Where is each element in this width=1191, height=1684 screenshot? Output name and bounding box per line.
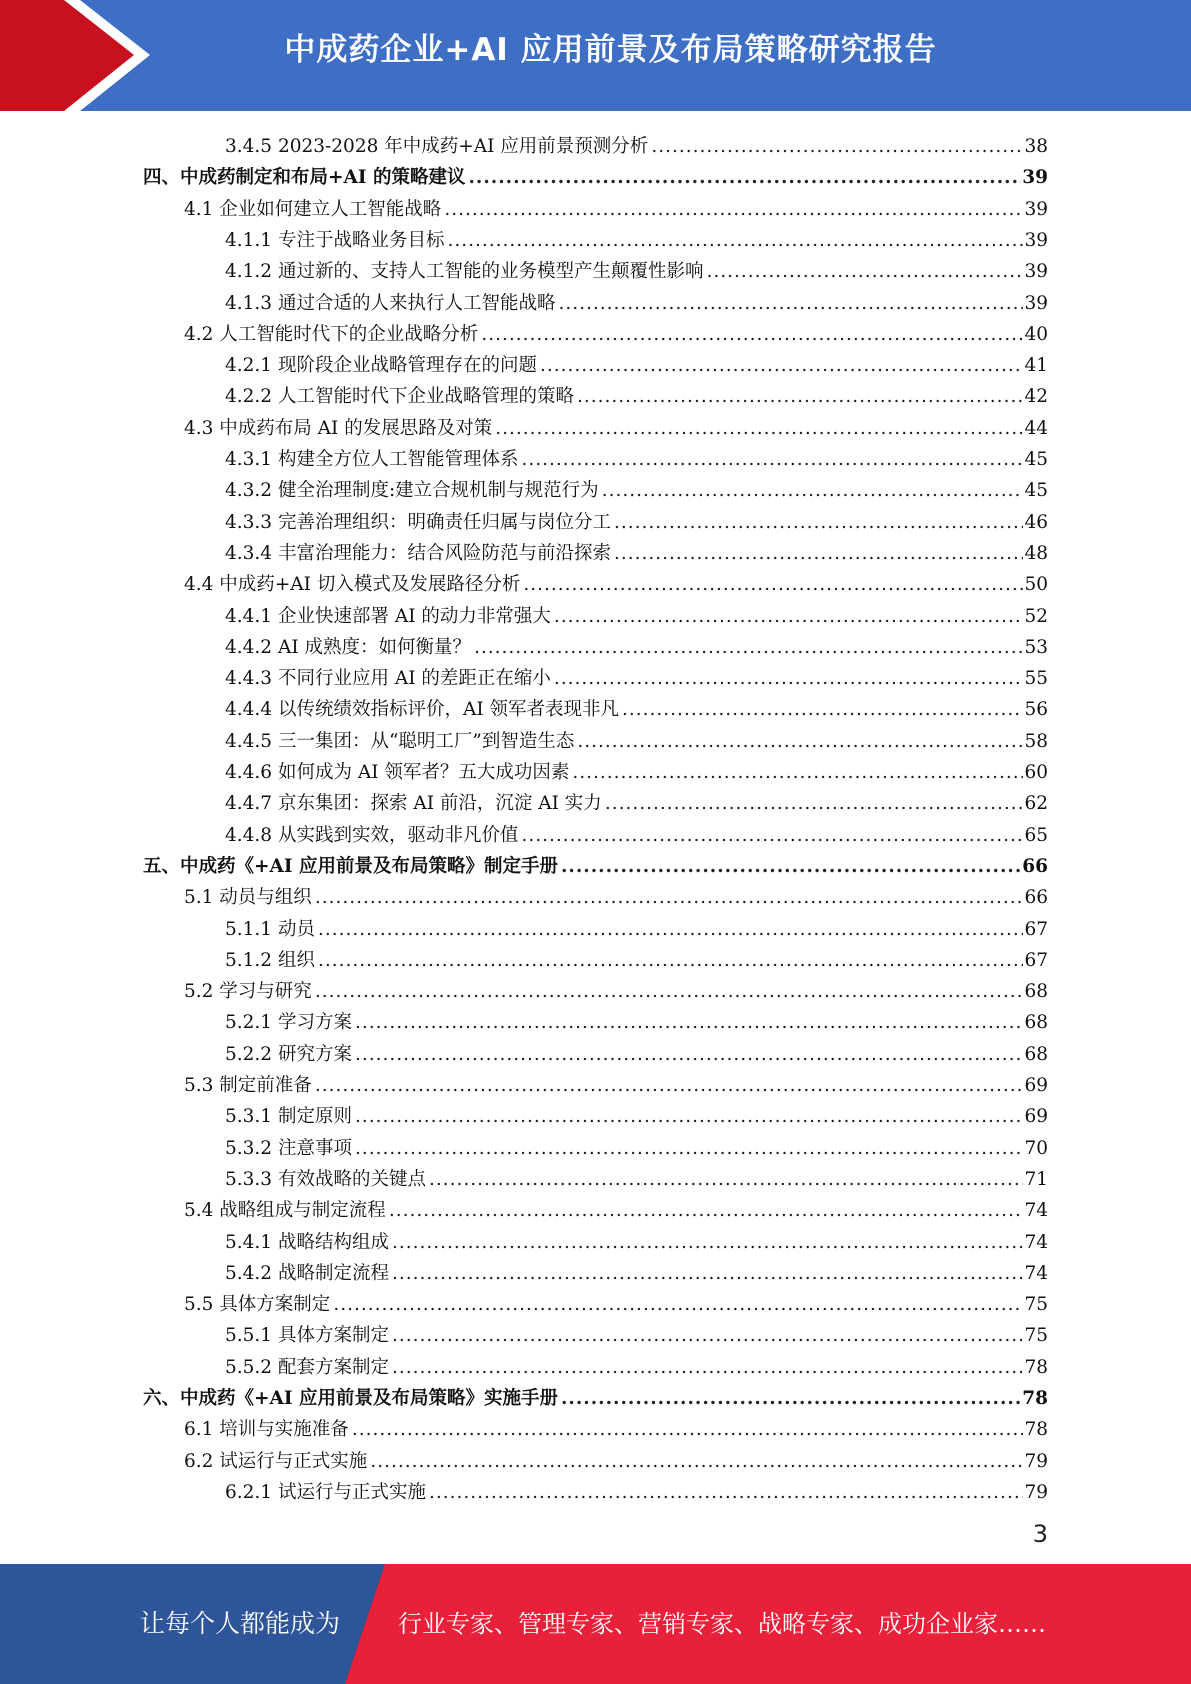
toc-entry-title: 6.1 培训与实施准备 (184, 1419, 349, 1441)
toc-entry-page: 38 (1024, 136, 1048, 157)
toc-entry[interactable] (225, 1223, 1048, 1254)
toc-entry-title: 4.3.1 构建全方位人工智能管理体系 (225, 449, 519, 470)
toc-entry-title: 5.3.2 注意事项 (225, 1137, 352, 1159)
toc-entry[interactable] (184, 190, 1048, 221)
toc-entry-title: 5.2.1 学习方案 (225, 1012, 352, 1034)
toc-dot-leader (315, 887, 1024, 909)
toc-dot-leader (355, 1044, 1024, 1066)
toc-entry-title: 4.4.6 如何成为 AI 领军者？五大成功因素 (225, 762, 570, 783)
toc-entry-page: 39 (1024, 261, 1048, 283)
toc-entry-title: 4.4.4 以传统绩效指标评价，AI 领军者表现非凡 (225, 699, 620, 721)
toc-dot-leader (355, 1138, 1024, 1160)
toc-entry-title: 4.3.2 健全治理制度:建立合规机制与规范行为 (225, 480, 599, 502)
toc-dot-leader (474, 637, 1023, 659)
toc-entry-page: 74 (1024, 1262, 1048, 1284)
toc-entry-page: 78 (1024, 1419, 1048, 1441)
toc-entry-page: 67 (1024, 918, 1048, 940)
toc-dot-leader (352, 1419, 1024, 1441)
toc-dot-leader (622, 699, 1023, 721)
toc-entry-title: 4.4.2 AI 成熟度：如何衡量？ (225, 636, 472, 658)
toc-entry[interactable] (225, 1473, 1048, 1504)
toc-entry[interactable] (184, 972, 1048, 1003)
toc-entry-title: 五、中成药《+AI 应用前景及布局策略》制定手册 (143, 855, 558, 877)
toc-entry-title: 5.5.1 具体方案制定 (225, 1325, 389, 1347)
toc-dot-leader (392, 1232, 1023, 1254)
page-footer (0, 1564, 1191, 1684)
toc-entry[interactable] (225, 628, 1048, 659)
toc-dot-leader (468, 167, 1021, 189)
toc-dot-leader (521, 449, 1023, 471)
toc-entry[interactable] (225, 659, 1048, 690)
toc-entry-page: 62 (1024, 793, 1048, 815)
toc-entry-title: 5.5.2 配套方案制定 (225, 1356, 389, 1378)
page-header (0, 0, 1191, 111)
toc-entry[interactable] (225, 252, 1048, 283)
toc-dot-leader (605, 793, 1024, 815)
toc-entry-title: 4.3.4 丰富治理能力：结合风险防范与前沿探索 (225, 542, 611, 564)
toc-dot-leader (614, 543, 1023, 565)
toc-dot-leader (392, 1357, 1023, 1379)
toc-entry[interactable] (143, 158, 1048, 189)
toc-dot-leader (318, 950, 1024, 972)
toc-entry-page: 66 (1022, 855, 1048, 877)
toc-entry-page: 78 (1024, 1356, 1048, 1378)
toc-entry-page: 69 (1024, 1106, 1048, 1128)
toc-entry[interactable] (225, 1316, 1048, 1347)
toc-entry-page: 46 (1024, 511, 1048, 533)
toc-entry[interactable] (184, 1410, 1048, 1441)
toc-entry-page: 39 (1022, 167, 1048, 189)
toc-dot-leader (444, 199, 1023, 221)
toc-entry-page: 70 (1024, 1137, 1048, 1159)
toc-dot-leader (577, 386, 1023, 408)
toc-dot-leader (558, 293, 1023, 315)
toc-dot-leader (521, 825, 1023, 847)
toc-entry[interactable] (225, 1254, 1048, 1285)
toc-entry-title: 5.4.2 战略制定流程 (225, 1262, 389, 1284)
toc-entry-title: 4.4.3 不同行业应用 AI 的差距正在缩小 (225, 668, 551, 690)
toc-entry[interactable] (225, 1348, 1048, 1379)
toc-entry-page: 56 (1024, 699, 1048, 721)
toc-entry-page: 79 (1024, 1450, 1048, 1472)
toc-entry-page: 45 (1024, 449, 1048, 470)
toc-entry-page: 40 (1024, 323, 1048, 345)
toc-entry-page: 45 (1024, 480, 1048, 502)
toc-entry-page: 66 (1024, 887, 1048, 909)
toc-dot-leader (481, 324, 1023, 346)
toc-entry-title: 6.2 试运行与正式实施 (184, 1450, 368, 1472)
toc-entry[interactable] (225, 221, 1048, 252)
toc-dot-leader (614, 512, 1023, 534)
toc-entry-page: 67 (1024, 949, 1048, 971)
toc-entry[interactable] (225, 1035, 1048, 1066)
toc-entry-title: 4.4.5 三一集团：从“聪明工厂”到智造生态 (225, 730, 575, 752)
toc-entry-title: 5.2.2 研究方案 (225, 1043, 352, 1065)
toc-entry[interactable] (225, 690, 1048, 721)
toc-entry-title: 4.4.8 从实践到实效，驱动非凡价值 (225, 824, 519, 846)
toc-entry-page: 58 (1024, 730, 1048, 752)
toc-dot-leader (561, 856, 1021, 878)
toc-entry-title: 4.4.7 京东集团：探索 AI 前沿，沉淀 AI 实力 (225, 793, 602, 815)
toc-dot-leader (651, 136, 1023, 158)
toc-entry-page: 75 (1024, 1294, 1048, 1316)
toc-entry-title: 4.4.1 企业快速部署 AI 的动力非常强大 (225, 605, 551, 627)
toc-entry-title: 3.4.5 2023-2028 年中成药+AI 应用前景预测分析 (225, 136, 649, 157)
toc-dot-leader (561, 1388, 1021, 1410)
toc-entry[interactable] (225, 816, 1048, 847)
toc-entry-title: 5.3.3 有效战略的关键点 (225, 1168, 426, 1190)
toc-entry[interactable] (143, 847, 1048, 878)
toc-entry-title: 5.2 学习与研究 (184, 981, 312, 1003)
toc-entry-title: 5.3 制定前准备 (184, 1075, 312, 1096)
toc-dot-leader (706, 261, 1023, 283)
toc-dot-leader (333, 1294, 1023, 1316)
toc-entry[interactable] (184, 409, 1048, 440)
toc-entry[interactable] (184, 1191, 1048, 1222)
toc-entry-page: 39 (1024, 198, 1048, 220)
toc-dot-leader (315, 981, 1024, 1003)
toc-entry-page: 60 (1024, 762, 1048, 783)
page-number: 3 (1032, 1520, 1048, 1548)
toc-entry-page: 55 (1024, 668, 1048, 690)
toc-entry-title: 四、中成药制定和布局+AI 的策略建议 (143, 167, 466, 189)
toc-entry-page: 50 (1024, 574, 1048, 596)
toc-entry-title: 5.1 动员与组织 (184, 887, 312, 909)
toc-entry-title: 4.4 中成药+AI 切入模式及发展路径分析 (184, 574, 521, 596)
toc-dot-leader (447, 230, 1023, 252)
toc-entry[interactable] (225, 346, 1048, 377)
toc-entry-title: 5.5 具体方案制定 (184, 1294, 331, 1316)
toc-dot-leader (554, 668, 1024, 690)
toc-entry[interactable] (225, 127, 1048, 158)
toc-dot-leader (389, 1200, 1024, 1222)
toc-dot-leader (355, 1012, 1024, 1034)
toc-entry[interactable] (225, 503, 1048, 534)
toc-entry[interactable] (184, 1285, 1048, 1316)
toc-dot-leader (370, 1451, 1023, 1473)
toc-entry-title: 5.3.1 制定原则 (225, 1106, 352, 1128)
toc-dot-leader (392, 1325, 1023, 1347)
toc-entry-page: 53 (1024, 636, 1048, 658)
toc-entry-page: 74 (1024, 1231, 1048, 1253)
toc-entry-page: 68 (1024, 981, 1048, 1003)
toc-entry-page: 44 (1024, 417, 1048, 439)
toc-entry[interactable] (225, 471, 1048, 502)
toc-entry[interactable] (225, 534, 1048, 565)
page-title: 中成药企业+AI 应用前景及布局策略研究报告 (284, 32, 937, 68)
toc-entry[interactable] (225, 1160, 1048, 1191)
toc-dot-leader (495, 418, 1023, 440)
toc-entry-title: 4.2 人工智能时代下的企业战略分析 (184, 323, 479, 345)
toc-entry[interactable] (184, 1066, 1048, 1097)
toc-entry[interactable] (225, 753, 1048, 784)
toc-entry-page: 75 (1024, 1325, 1048, 1347)
toc-entry[interactable] (225, 722, 1048, 753)
toc-entry-page: 68 (1024, 1043, 1048, 1065)
toc-dot-leader (602, 480, 1024, 502)
toc-dot-leader (540, 355, 1023, 377)
toc-entry-page: 39 (1024, 292, 1048, 314)
toc-entry-page: 78 (1022, 1388, 1048, 1409)
toc-entry-title: 4.1 企业如何建立人工智能战略 (184, 198, 442, 220)
toc-dot-leader (572, 762, 1023, 784)
toc-entry-page: 52 (1024, 605, 1048, 627)
toc-dot-leader (315, 1075, 1024, 1097)
toc-entry-page: 69 (1024, 1075, 1048, 1096)
toc-entry-title: 5.4 战略组成与制定流程 (184, 1200, 386, 1222)
toc-entry[interactable] (225, 597, 1048, 628)
toc-entry-title: 4.1.2 通过新的、支持人工智能的业务模型产生颠覆性影响 (225, 261, 704, 283)
toc-entry-title: 6.2.1 试运行与正式实施 (225, 1481, 426, 1503)
toc-entry-title: 4.2.1 现阶段企业战略管理存在的问题 (225, 355, 537, 377)
toc-entry-page: 48 (1024, 542, 1048, 564)
toc-entry[interactable] (143, 1379, 1048, 1410)
toc-dot-leader (355, 1106, 1024, 1128)
toc-entry-page: 42 (1024, 386, 1048, 408)
toc-entry[interactable] (225, 941, 1048, 972)
toc-entry-title: 4.2.2 人工智能时代下企业战略管理的策略 (225, 386, 574, 408)
toc-entry-page: 71 (1024, 1168, 1048, 1190)
toc-entry[interactable] (225, 440, 1048, 471)
toc-entry-title: 5.4.1 战略结构组成 (225, 1231, 389, 1253)
toc-entry-title: 六、中成药《+AI 应用前景及布局策略》实施手册 (143, 1388, 558, 1409)
footer-slogan-left: 让每个人都能成为 (140, 1609, 341, 1638)
toc-dot-leader (523, 574, 1023, 596)
toc-entry-title: 4.3.3 完善治理组织：明确责任归属与岗位分工 (225, 511, 611, 533)
toc-entry[interactable] (184, 315, 1048, 346)
toc-entry[interactable] (184, 565, 1048, 596)
toc-entry-page: 39 (1024, 229, 1048, 251)
toc-dot-leader (554, 606, 1024, 628)
toc-dot-leader (577, 731, 1023, 753)
toc-dot-leader (318, 919, 1024, 941)
toc-entry-title: 5.1.2 组织 (225, 949, 315, 971)
toc-entry-page: 41 (1024, 355, 1048, 377)
toc-entry[interactable] (225, 1129, 1048, 1160)
toc-entry[interactable] (184, 878, 1048, 909)
toc-entry[interactable] (225, 284, 1048, 315)
toc-entry[interactable] (225, 377, 1048, 408)
footer-slogan-right: 行业专家、管理专家、营销专家、战略专家、成功企业家…… (398, 1610, 1046, 1638)
toc-entry-title: 4.1.3 通过合适的人来执行人工智能战略 (225, 292, 556, 314)
toc-dot-leader (392, 1263, 1023, 1285)
toc-entry-title: 5.1.1 动员 (225, 918, 315, 940)
toc-entry-title: 4.1.1 专注于战略业务目标 (225, 229, 445, 251)
toc-dot-leader (429, 1482, 1023, 1504)
toc-entry[interactable] (184, 1442, 1048, 1473)
toc-entry[interactable] (225, 1003, 1048, 1034)
toc-entry-page: 68 (1024, 1012, 1048, 1034)
toc-entry[interactable] (225, 784, 1048, 815)
toc-entry-page: 74 (1024, 1200, 1048, 1222)
toc-entry-page: 79 (1024, 1481, 1048, 1503)
toc-entry-title: 4.3 中成药布局 AI 的发展思路及对策 (184, 417, 493, 439)
toc-dot-leader (429, 1169, 1023, 1191)
toc-entry-page: 65 (1024, 824, 1048, 846)
toc-entry[interactable] (225, 1097, 1048, 1128)
toc-entry[interactable] (225, 910, 1048, 941)
